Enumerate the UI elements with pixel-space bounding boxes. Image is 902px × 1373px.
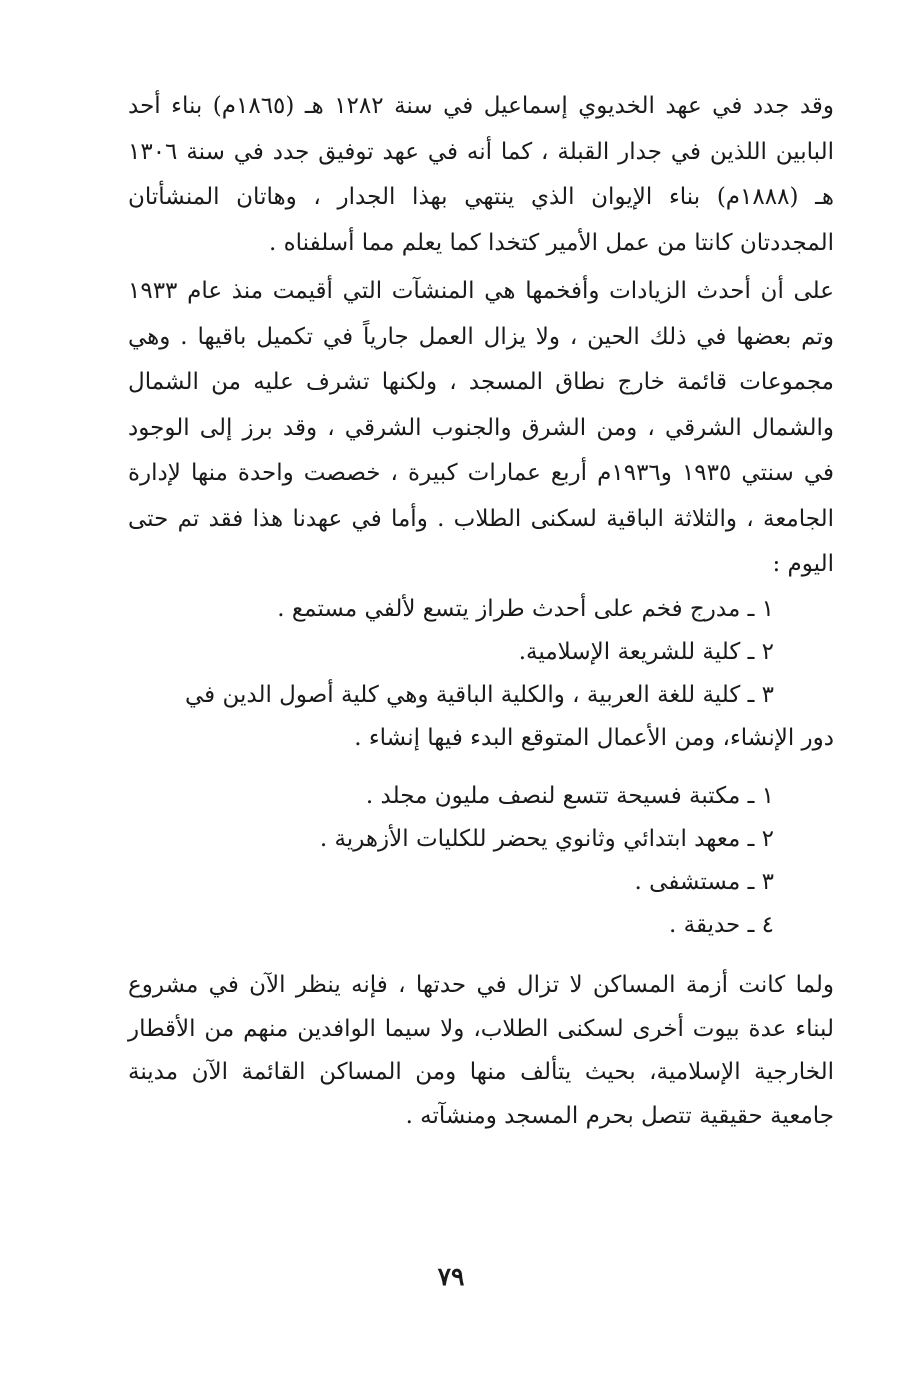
completed-buildings-list (128, 588, 834, 760)
list-item-continuation: دور الإنشاء، ومن الأعمال المتوقع البدء فيها إنشاء . (354, 725, 834, 751)
list-item: ٣ ـ مستشفى . (634, 869, 774, 895)
list-item (128, 674, 834, 760)
paragraph-new-buildings: على أن أحدث الزيادات وأفخمها هي المنشآت التي أقيمت منذ عام ١٩٣٣ وتم بعضها في ذلك الحين ، ولا يزال العمل جارياً في تكميل باقيها . وهي مجموعات قائمة خارج نطاق المسجد ، ولكنها تشرف عليه من الشمال والشمال الشرقي ، ومن الشرق والجنوب الشرقي ، وقد برز إلى الوجود في سنتي ١٩٣٥ و١٩٣٦م أربع عمارات كبيرة ، خصصت واحدة منها لإدارة الجامعة ، والثلاثة الباقية لسكنى الطلاب . وأما في عهدنا هذا فقد تم حتى اليوم : (128, 278, 835, 577)
paragraph-housing: ولما كانت أزمة المساكن لا تزال في حدتها ، فإنه ينظر الآن في مشروع لبناء عدة بيوت أخرى لسكنى الطلاب، ولا سيما الوافدين منهم من الأقطار الخارجية الإسلامية، بحيث يتألف منها ومن المساكن القائمة الآن مدينة جامعية حقيقية تتصل بحرم المسجد ومنشآته . (128, 972, 834, 1129)
list-item: ٢ ـ كلية للشريعة الإسلامية. (518, 639, 774, 665)
page-number: ٧٩ (437, 1262, 465, 1291)
planned-buildings-list (128, 775, 834, 947)
paragraph-renovations: وقد جدد في عهد الخديوي إسماعيل في سنة ١٢٨٢ هـ (١٨٦٥م) بناء أحد البابين اللذين في جدار القبلة ، كما أنه في عهد توفيق جدد في سنة ١٣٠٦ هـ (١٨٨٨م) بناء الإيوان الذي ينتهي بهذا الجدار ، وهاتان المنشأتان المجددتان كانتا من عمل الأمير كتخدا كما يعلم مما أسلفناه . (128, 93, 834, 256)
list-item: ١ ـ مكتبة فسيحة تتسع لنصف مليون مجلد . (365, 783, 774, 809)
list-item-first-line: ٣ ـ كلية للغة العربية ، والكلية الباقية وهي كلية أصول الدين في (185, 682, 774, 708)
list-item: ٢ ـ معهد ابتدائي وثانوي يحضر للكليات الأزهرية . (319, 826, 774, 852)
list-item: ١ ـ مدرج فخم على أحدث طراز يتسع لألفي مستمع . (277, 596, 774, 622)
list-item: ٤ ـ حديقة . (669, 912, 774, 938)
